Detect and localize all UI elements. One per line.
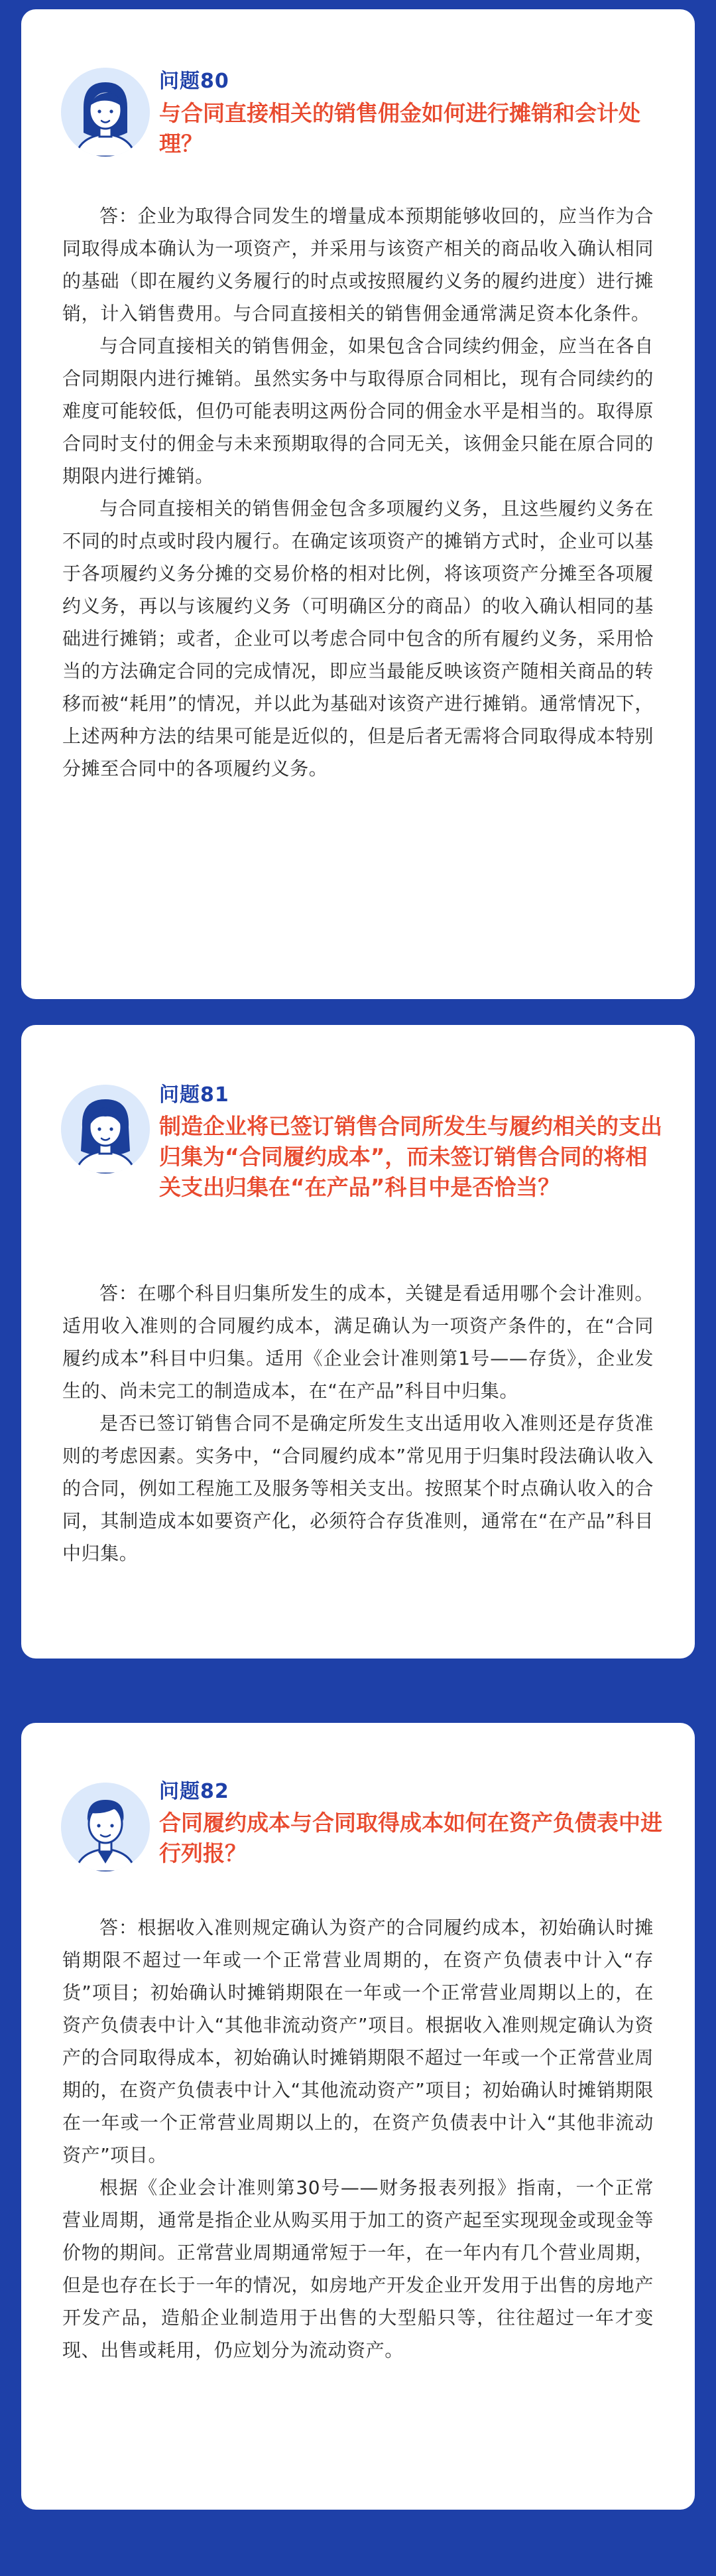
answer-paragraph: 与合同直接相关的销售佣金包含多项履约义务，且这些履约义务在不同的时点或时段内履行。在确定该项资产的摊销方式时，企业可以基于各项履约义务分摊的交易价格的相对比例，将该项资产分摊至各项履约义务，再以与该履约义务（可明确区分的商品）的收入确认相同的基础进行摊销；或者，企业可以考虑合同中包含的所有履约义务，采用恰当的方法确定合同的完成情况，即应当最能反映该资产随相关商品的转移而被“耗用”的情况，并以此为基础对该资产进行摊销。通常情况下，上述两种方法的结果可能是近似的，但是后者无需将合同取得成本特别分摊至合同中的各项履约义务。	[62, 498, 654, 780]
question-title: 合同履约成本与合同取得成本如何在资产负债表中进行列报？	[159, 1810, 662, 1866]
question-number: 问题82	[159, 1780, 229, 1803]
answer-paragraph: 答：根据收入准则规定确认为资产的合同履约成本，初始确认时摊销期限不超过一年或一个正常营业周期的，在资产负债表中计入“存货”项目；初始确认时摊销期限在一年或一个正常营业周期以上的，在资产负债表中计入“其他非流动资产”项目。根据收入准则规定确认为资产的合同取得成本，初始确认时摊销期限不超过一年或一个正常营业周期的，在资产负债表中计入“其他流动资产”项目；初始确认时摊销期限在一年或一个正常营业周期以上的，在资产负债表中计入“其他非流动资产”项目。	[62, 1917, 654, 2166]
question-card-82	[21, 1723, 695, 2510]
man-avatar-icon	[61, 1783, 150, 1871]
answer-paragraph: 答：在哪个科目归集所发生的成本，关键是看适用哪个会计准则。适用收入准则的合同履约成本，满足确认为一项资产条件的，在“合同履约成本”科目中归集。适用《企业会计准则第1号——存货》，企业发生的、尚未完工的制造成本，在“在产品”科目中归集。	[62, 1282, 654, 1402]
answer-paragraph: 是否已签订销售合同不是确定所发生支出适用收入准则还是存货准则的考虑因素。实务中，“合同履约成本”常见用于归集时段法确认收入的合同，例如工程施工及服务等相关支出。按照某个时点确认收入的合同，其制造成本如要资产化，必须符合存货准则，通常在“在产品”科目中归集。	[62, 1412, 654, 1564]
question-card-80	[21, 9, 695, 999]
answer-paragraph: 答：企业为取得合同发生的增量成本预期能够收回的，应当作为合同取得成本确认为一项资产，并采用与该资产相关的商品收入确认相同的基础（即在履约义务履行的时点或按照履约义务的履约进度）进行摊销，计入销售费用。与合同直接相关的销售佣金通常满足资本化条件。	[62, 205, 654, 324]
question-number: 问题80	[159, 70, 229, 93]
question-title: 与合同直接相关的销售佣金如何进行摊销和会计处理？	[159, 100, 640, 157]
answer-body	[62, 1911, 654, 2366]
answer-paragraph: 根据《企业会计准则第30号——财务报表列报》指南，一个正常营业周期，通常是指企业从购买用于加工的资产起至实现现金或现金等价物的期间。正常营业周期通常短于一年，在一年内有几个营业周期，但是也存在长于一年的情况，如房地产开发企业开发用于出售的房地产开发产品，造船企业制造用于出售的大型船只等，往往超过一年才变现、出售或耗用，仍应划分为流动资产。	[62, 2177, 654, 2361]
question-card-81	[21, 1025, 695, 1659]
question-title: 制造企业将已签订销售合同所发生与履约相关的支出归集为“合同履约成本”，而未签订销售合同的将相关支出归集在“在产品”科目中是否恰当？	[159, 1113, 662, 1200]
woman-avatar-icon	[61, 68, 150, 157]
answer-body	[62, 1277, 654, 1570]
question-number: 问题81	[159, 1083, 229, 1107]
woman-avatar-icon	[61, 1085, 150, 1174]
answer-paragraph: 与合同直接相关的销售佣金，如果包含合同续约佣金，应当在各自合同期限内进行摊销。虽然实务中与取得原合同相比，现有合同续约的难度可能较低，但仍可能表明这两份合同的佣金水平是相当的。取得原合同时支付的佣金与未来预期取得的合同无关，该佣金只能在原合同的期限内进行摊销。	[62, 335, 654, 487]
answer-body	[62, 200, 654, 785]
